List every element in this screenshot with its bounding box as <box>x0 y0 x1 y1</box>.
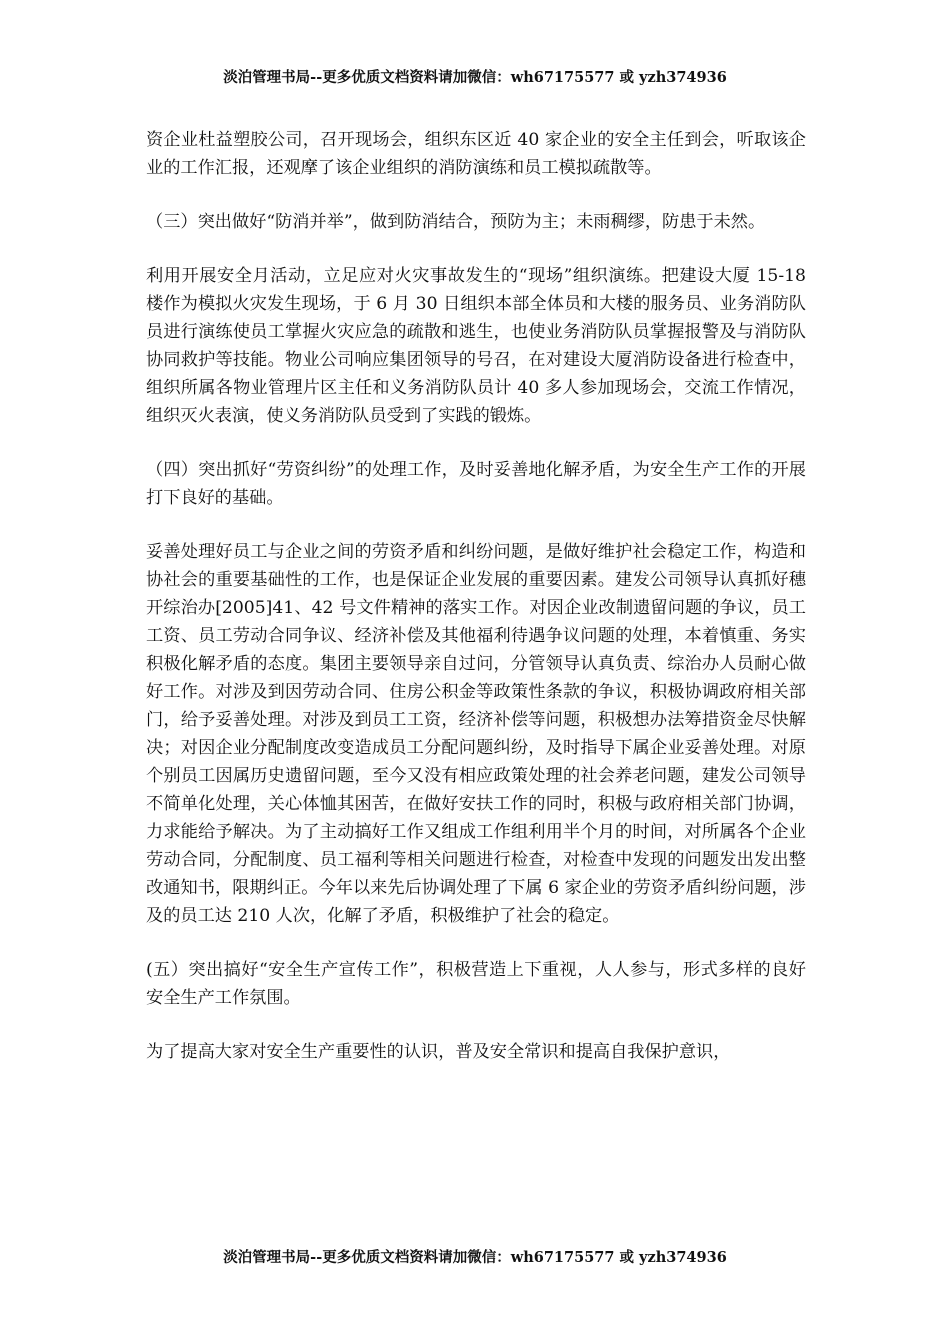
section-heading-5: (五）突出搞好“安全生产宣传工作”，积极营造上下重视，人人参与，形式多样的良好安全生产工作氛围。 <box>146 960 806 1008</box>
paragraph-safety-publicity: 为了提高大家对安全生产重要性的认识，普及安全常识和提高自我保护意识， <box>146 1042 731 1062</box>
page-header: 淡泊管理书局--更多优质文档资料请加微信：wh67175577 或 yzh374936 <box>223 69 727 86</box>
section-heading-4: （四）突出抓好“劳资纠纷”的处理工作，及时妥善地化解矛盾，为安全生产工作的开展打下良好的基础。 <box>146 460 806 508</box>
page-footer: 淡泊管理书局--更多优质文档资料请加微信：wh67175577 或 yzh374936 <box>223 1249 727 1266</box>
section-heading-3: （三）突出做好“防消并举”，做到防消结合，预防为主；未雨稠缪，防患于未然。 <box>146 212 766 232</box>
paragraph-continuation: 资企业杜益塑胶公司，召开现场会，组织东区近 40 家企业的安全主任到会，听取该企业的工作汇报，还观摩了该企业组织的消防演练和员工模拟疏散等。 <box>146 130 806 178</box>
paragraph-fire-drill: 利用开展安全月活动，立足应对火灾事故发生的“现场”组织演练。把建设大厦 15-18 楼作为模拟火灾发生现场，于 6 月 30 日组织本部全体员和大楼的服务员、业务消防队员进行演练使员工掌握火灾应急的疏散和逃生，也使业务消防队员掌握报警及与消防队协同救护等技能。物业公司响应集团领导的号召，在对建设大厦消防设备进行检查中，组织所属各物业管理片区主任和义务消防队员计 40 多人参加现场会，交流工作情况，组织灭火表演，使义务消防队员受到了实践的锻炼。 <box>146 266 806 426</box>
paragraph-labor-disputes: 妥善处理好员工与企业之间的劳资矛盾和纠纷问题，是做好维护社会稳定工作，构造和协社会的重要基础性的工作，也是保证企业发展的重要因素。建发公司领导认真抓好穗开综治办[2005]41、42 号文件精神的落实工作。对因企业改制遗留问题的争议，员工工资、员工劳动合同争议、经济补偿及其他福利待遇争议问题的处理，本着慎重、务实积极化解矛盾的态度。集团主要领导亲自过问，分管领导认真负责、综治办人员耐心做好工作。对涉及到因劳动合同、住房公积金等政策性条款的争议，积极协调政府相关部门，给予妥善处理。对涉及到员工工资，经济补偿等问题，积极想办法筹措资金尽快解决；对因企业分配制度改变造成员工分配问题纠纷，及时指导下属企业妥善处理。对原个别员工因属历史遗留问题，至今又没有相应政策处理的社会养老问题，建发公司领导不简单化处理，关心体恤其困苦，在做好安扶工作的同时，积极与政府相关部门协调，力求能给予解决。为了主动搞好工作又组成工作组利用半个月的时间，对所属各个企业劳动合同，分配制度、员工福利等相关问题进行检查，对检查中发现的问题发出发出整改通知书，限期纠正。今年以来先后协调处理了下属 6 家企业的劳资矛盾纠纷问题，涉及的员工达 210 人次，化解了矛盾，积极维护了社会的稳定。 <box>146 542 806 926</box>
document-body <box>146 126 806 1092</box>
